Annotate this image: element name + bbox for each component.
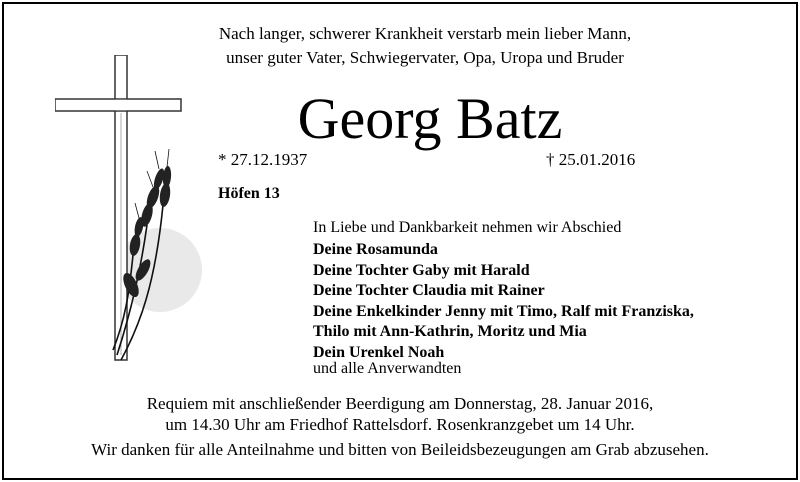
- thanks-text: Wir danken für alle Anteilnahme und bitten von Beileidsbezeugungen am Grab abzusehen.: [91, 440, 709, 459]
- mourner-line: Dein Urenkel Noah: [313, 343, 445, 361]
- mourner-line: Deine Tochter Claudia mit Rainer: [313, 282, 545, 299]
- mourner-line: Thilo mit Ann-Kathrin, Moritz und Mia: [313, 323, 587, 340]
- intro-line-2: unser guter Vater, Schwiegervater, Opa, Uropa und Bruder: [226, 48, 624, 67]
- other-relatives: und alle Anverwandten: [313, 360, 462, 377]
- intro-text: [205, 22, 645, 70]
- birth-date: * 27.12.1937: [218, 150, 308, 169]
- mourner-line: Deine Rosamunda: [313, 241, 438, 258]
- mourner-line: Deine Tochter Gaby mit Harald: [313, 261, 530, 279]
- death-date: † 25.01.2016: [546, 150, 636, 169]
- requiem-info: [100, 393, 700, 435]
- requiem-line-1: Requiem mit anschließender Beerdigung am Donnerstag, 28. Januar 2016,: [146, 394, 654, 413]
- deceased-name: Georg Batz: [297, 86, 563, 151]
- requiem-line-2: um 14.30 Uhr am Friedhof Rattelsdorf. Rosenkranzgebet um 14 Uhr.: [165, 415, 635, 434]
- mourners-list: [313, 240, 694, 363]
- intro-line-1: Nach langer, schwerer Krankheit verstarb mein lieber Mann,: [218, 24, 632, 43]
- address: Höfen 13: [218, 185, 280, 202]
- farewell-text: In Liebe und Dankbarkeit nehmen wir Abschied: [313, 219, 622, 236]
- cross-with-wheat-icon: [55, 55, 205, 375]
- mourner-line: Deine Enkelkinder Jenny mit Timo, Ralf mit Franziska,: [313, 302, 694, 320]
